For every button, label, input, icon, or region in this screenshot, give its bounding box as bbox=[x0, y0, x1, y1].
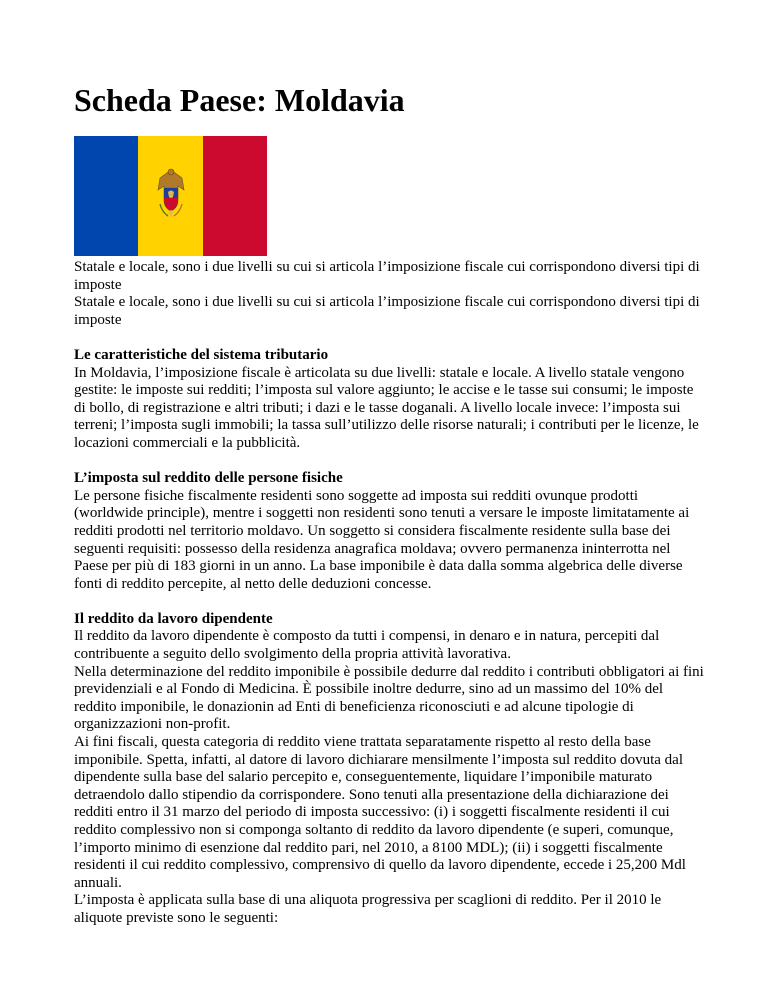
section-paragraph: Ai fini fiscali, questa categoria di reddito viene trattata separatamente rispetto al resto della base imponibile. Spetta, infatti, al datore di lavoro dichiarare mensilmente l’imposta sul reddito dovuta dal dipendente sulla base del salario percepito e, conseguentemente, liquidare l’imponibile maturato detraendolo dallo stipendio da corrispondere. Sono tenuti alla presentazione della dichiarazione dei redditi entro il 31 marzo del periodo di imposta successivo: (i) i soggetti fiscalmente residenti il cui reddito complessivo non si componga soltanto di reddito da lavoro dipendente (e superi, comunque, l’importo minimo di esenzione dal reddito pari, nel 2010, a 8100 MDL); (ii) i soggetti fiscalmente residenti il cui reddito complessivo, comprensivo di quello da lavoro dipendente, eccede i 25,200 Mdl annuali. bbox=[74, 734, 686, 891]
page-title: Scheda Paese: Moldavia bbox=[74, 82, 405, 118]
section-paragraph: Il reddito da lavoro dipendente è composto da tutti i compensi, in denaro e in natura, percepiti dal contribuente a seguito dello svolgimento della propria attività lavorativa. bbox=[74, 628, 660, 663]
section-paragraph: Nella determinazione del reddito imponibile è possibile dedurre dal reddito i contributi obbligatori ai fini previdenziali e al Fondo di Medicina. È possibile inoltre dedurre, sino ad un massimo del 10% del reddito imponibile, le donazionin ad Enti di beneficienza riconosciuti e ad alcune tipologie di organizzazioni non-profit. bbox=[74, 663, 704, 733]
section-paragraph: In Moldavia, l’imposizione fiscale è articolata su due livelli: statale e locale. A livello statale vengono gestite: le imposte sui redditi; l’imposta sul valore aggiunto; le accise e le tasse sui consumi; le imposte di bollo, di registrazione e altri tributi; i dazi e le tasse doganali. A livello locale invece: l’imposta sui terreni; l’imposta sugli immobili; la tassa sull’utilizzo delle risorse naturali; i contributi per le licenze, le locazioni commerciali e la pubblicità. bbox=[74, 364, 699, 451]
flag-caption: Statale e locale, sono i due livelli su cui si articola l’imposizione fiscale cui corrispondono diversi tipi di imposte bbox=[74, 259, 700, 293]
coat-of-arms-icon bbox=[156, 164, 186, 222]
section-paragraph: Le persone fisiche fiscalmente residenti sono soggette ad imposta sui redditi ovunque prodotti (worldwide principle), mentre i soggetti non residenti sono tenuti a versare le imposte limitatamente ai redditi prodotti nel territorio moldavo. Un soggetto si considera fiscalmente residente sulla base dei seguenti requisiti: possesso della residenza anagrafica moldava; ovvero permanenza ininterrotta nel Paese per più di 183 giorni in un anno. La base imponibile è data dalla somma algebrica delle diverse fonti di reddito percepite, al netto delle deduzioni concesse. bbox=[74, 487, 690, 592]
flag-caption-repeat: Statale e locale, sono i due livelli su cui si articola l’imposizione fiscale cui corrispondono diversi tipi di imposte bbox=[74, 294, 700, 328]
section-heading-employment-income: Il reddito da lavoro dipendente bbox=[74, 610, 273, 627]
section-paragraph: L’imposta è applicata sulla base di una aliquota progressiva per scaglioni di reddito. Per il 2010 le aliquote previste sono le seguenti: bbox=[74, 892, 662, 926]
flag-band-red bbox=[203, 136, 267, 256]
document-body bbox=[74, 259, 704, 928]
moldova-flag-image bbox=[74, 136, 267, 256]
section-heading-tax-system: Le caratteristiche del sistema tributario bbox=[74, 346, 329, 363]
flag-band-blue bbox=[74, 136, 138, 256]
section-heading-personal-income-tax: L’imposta sul reddito delle persone fisiche bbox=[74, 470, 343, 487]
